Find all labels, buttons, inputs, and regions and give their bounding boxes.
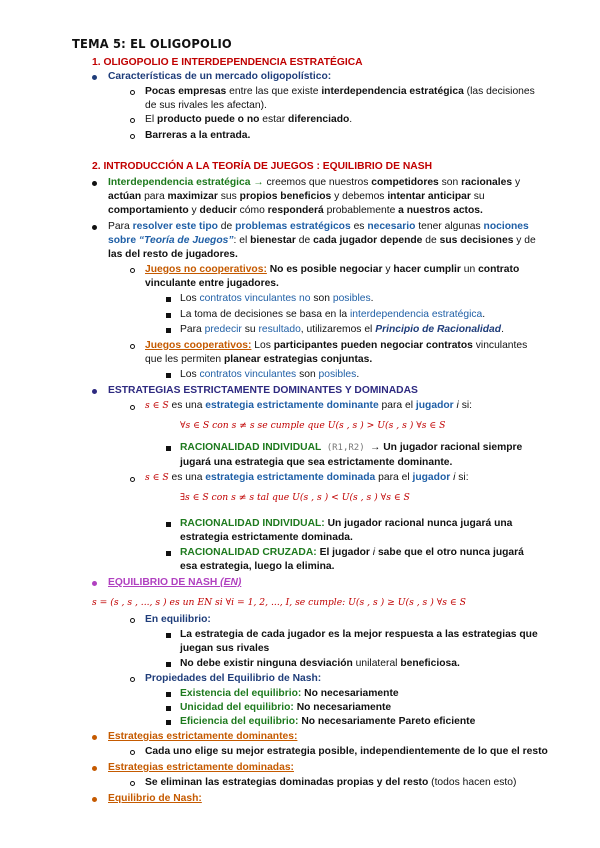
text-span: RACIONALIDAD CRUZADA: (180, 547, 317, 558)
text-span: creemos que nuestros (263, 177, 372, 188)
square-bullet (166, 313, 171, 318)
circle-bullet (130, 344, 135, 349)
text-span: . (356, 369, 360, 380)
bullet-dot (92, 389, 97, 394)
rac-individual-1-cont: jugará una estrategia que sea estrictamente dominante. (180, 457, 453, 468)
prop-2 (180, 701, 391, 715)
math-expr: s ∈ S (145, 400, 169, 411)
text-span: propios beneficios (239, 191, 332, 202)
rac-individual-2 (180, 517, 512, 531)
text-span: Los (251, 340, 274, 351)
text-span: si: (458, 400, 472, 411)
text-span: i (453, 400, 459, 411)
square-bullet (166, 446, 171, 451)
square-bullet (166, 551, 171, 556)
nc-item-2 (180, 308, 485, 322)
text-span: , utilizaremos el (300, 324, 376, 335)
text-span: Para (108, 221, 133, 232)
text-span: jugador (412, 472, 451, 483)
text-span: racionales (461, 177, 513, 188)
text-span: contratos vinculantes (199, 369, 297, 380)
text-span: es una (168, 472, 206, 483)
nash-heading (108, 576, 241, 590)
bullet-dot (92, 581, 97, 586)
text-span: tener algunas (415, 221, 484, 232)
text-span: “Teoría de Juegos” (136, 235, 234, 246)
rac-individual-1 (180, 441, 522, 456)
text-span: No necesariamente (293, 702, 392, 713)
p2-line3: las del resto de jugadores. (108, 249, 238, 260)
text-span: . (501, 324, 504, 335)
nc-line1 (145, 263, 519, 277)
text-span: hacer cumplir (393, 264, 461, 275)
text-span: sus decisiones (439, 235, 514, 246)
text-span: diferenciado (288, 114, 350, 125)
text-span: producto puede o no (157, 114, 260, 125)
char-item-3: Barreras a la entrada. (145, 130, 251, 141)
text-span: posibles (332, 293, 371, 304)
circle-bullet (130, 90, 135, 95)
text-span: sabe que el otro nunca jugará (375, 547, 524, 558)
text-span: Eficiencia del equilibrio: (180, 716, 299, 727)
text-span: son (438, 177, 462, 188)
text-span: su (241, 324, 259, 335)
co-line2 (145, 353, 372, 367)
summary-dominantes: Estrategias estrictamente dominantes: (108, 731, 298, 742)
text-span: → (370, 442, 381, 453)
bullet-dot (92, 797, 97, 802)
char-item-2 (145, 113, 352, 127)
square-bullet (166, 373, 171, 378)
circle-bullet (130, 405, 135, 410)
text-span: para (141, 191, 168, 202)
dominated-def (145, 471, 469, 485)
text-span: RACIONALIDAD INDIVIDUAL: (180, 518, 325, 529)
text-span: de (217, 221, 236, 232)
text-span: Los (180, 369, 200, 380)
text-span: : el (233, 235, 251, 246)
math-expr: s ∈ S (145, 472, 169, 483)
text-span: sobre (108, 235, 137, 246)
eq-item-2 (180, 657, 460, 671)
text-span: son (296, 369, 319, 380)
text-span: entre las que existe (226, 86, 322, 97)
summary-dominantes-item: Cada uno elige su mejor estrategia posible, independientemente de lo que el resto (145, 746, 548, 757)
text-span: bienestar (250, 235, 296, 246)
text-span: para el (375, 472, 413, 483)
text-span: Para (180, 324, 205, 335)
text-span: El (145, 114, 158, 125)
text-span: y (188, 205, 200, 216)
text-span: interdependencia estratégica (321, 86, 464, 97)
text-span: Principio de Racionalidad (375, 324, 502, 335)
circle-bullet (130, 618, 135, 623)
text-span: contratos vinculantes no (199, 293, 311, 304)
text-span: No necesariamente (301, 688, 399, 699)
square-bullet (166, 297, 171, 302)
text-span: interdependencia estratégica (350, 309, 483, 320)
square-bullet (166, 706, 171, 711)
text-span: RACIONALIDAD INDIVIDUAL (180, 442, 322, 453)
rac-individual-2-cont: estrategia estrictamente dominada. (180, 532, 353, 543)
eq-label: En equilibrio: (145, 614, 211, 625)
text-span: que les permiten (145, 354, 224, 365)
formula-dominant: ∀s ∈ S con s ≠ s se cumple que U(s , s ) > U(s , s ) ∀s ∈ S (180, 420, 446, 431)
text-span: estar (259, 114, 289, 125)
text-span: Pocas empresas (145, 86, 227, 97)
text-span: El jugador (316, 547, 373, 558)
text-span: para el (378, 400, 416, 411)
text-span: Un jugador racional nunca jugará una (324, 518, 513, 529)
p1-line1 (108, 176, 520, 190)
text-span: necesario (367, 221, 416, 232)
text-span: participantes pueden negociar contratos (273, 340, 473, 351)
text-span: existir ninguna desviación (223, 658, 353, 669)
text-span: probablemente (323, 205, 399, 216)
text-span: beneficiosa. (400, 658, 460, 669)
text-span: estrategia estrictamente dominante (205, 400, 379, 411)
text-span: es (350, 221, 368, 232)
bullet-dot (92, 766, 97, 771)
text-span: un (460, 264, 479, 275)
text-span: y de (513, 235, 536, 246)
summary-nash: Equilibrio de Nash: (108, 793, 202, 804)
text-span: (EN) (220, 577, 242, 588)
bullet-dot (92, 181, 97, 186)
text-span: nociones (483, 221, 529, 232)
text-span: y (382, 264, 394, 275)
text-span: planear estrategias conjuntas. (224, 354, 373, 365)
text-span: (R1,R2) (321, 443, 371, 453)
text-span: Un jugador racional siempre (380, 442, 523, 453)
text-span: . (482, 309, 486, 320)
text-span: estrategia estrictamente dominada (205, 472, 376, 483)
rac-cruzada (180, 546, 524, 560)
text-span: si: (455, 472, 469, 483)
text-span: vinculantes (472, 340, 528, 351)
text-span: (todos hacen esto) (428, 777, 517, 788)
p1-line3 (108, 204, 483, 218)
square-bullet (166, 328, 171, 333)
circle-bullet (130, 750, 135, 755)
text-span: comportamiento (108, 205, 189, 216)
section-2-heading: 2. INTRODUCCIÓN A LA TEORÍA DE JUEGOS : EQUILIBRIO DE NASH (92, 161, 433, 172)
prop-1 (180, 687, 399, 701)
text-span: Interdependencia estratégica → (108, 177, 264, 188)
eq-item-1-cont: juegan sus rivales (180, 643, 270, 654)
char-item-1 (145, 85, 535, 99)
text-span: sus (217, 191, 240, 202)
text-span: Se eliminan las estrategias dominadas propias y del resto (145, 777, 429, 788)
text-span: EQUILIBRIO DE NASH (108, 577, 221, 588)
char-item-1-cont: de sus rivales les afectan). (145, 100, 267, 111)
text-span: Unicidad del equilibrio: (180, 702, 294, 713)
text-span: a nuestros actos. (398, 205, 483, 216)
text-span: Juegos cooperativos: (145, 340, 252, 351)
text-span: i (372, 547, 376, 558)
text-span: de (295, 235, 314, 246)
rac-cruzada-cont: esa estrategia, luego la elimina. (180, 561, 335, 572)
text-span: Existencia del equilibrio: (180, 688, 302, 699)
text-span: cómo (236, 205, 268, 216)
text-span: Juegos no cooperativos: (145, 264, 267, 275)
text-span: (las decisiones (463, 86, 535, 97)
nash-formula: s = (s , s , ..., s ) es un EN si ∀i = 1, 2, ..., I, se cumple: U(s , s ) ≥ U(s , s ) ∀s ∈ S (92, 597, 466, 608)
text-span: es una (168, 400, 206, 411)
circle-bullet (130, 781, 135, 786)
text-span: intentar anticipar (387, 191, 471, 202)
text-span: competidores (371, 177, 439, 188)
nc-item-3 (180, 323, 504, 337)
text-span: Los (180, 293, 200, 304)
circle-bullet (130, 118, 135, 123)
p2-line1 (108, 220, 529, 234)
text-span: maximizar (167, 191, 218, 202)
text-span: problemas estratégicos (235, 221, 351, 232)
formula-dominated: ∃s ∈ S con s ≠ s tal que U(s , s ) < U(s , s ) ∀s ∈ S (180, 492, 410, 503)
text-span: i (450, 472, 456, 483)
text-span: responderá (267, 205, 324, 216)
text-span: son (310, 293, 333, 304)
nc-line2: vinculante entre jugadores. (145, 278, 279, 289)
circle-bullet (130, 268, 135, 273)
text-span: La toma de decisiones se basa en la (180, 309, 351, 320)
text-span: . (349, 114, 353, 125)
text-span: actúan (108, 191, 142, 202)
dominant-def (145, 399, 472, 413)
co-line1 (145, 339, 527, 353)
text-span: . (370, 293, 374, 304)
props-label: Propiedades del Equilibrio de Nash: (145, 673, 322, 684)
text-span: cada jugador (313, 235, 378, 246)
text-span: y (512, 177, 521, 188)
circle-bullet (130, 134, 135, 139)
square-bullet (166, 692, 171, 697)
text-span: No es posible negociar (266, 264, 383, 275)
text-span: No necesariamente Pareto eficiente (298, 716, 476, 727)
text-span: posibles (318, 369, 357, 380)
summary-dominadas: Estrategias estrictamente dominadas: (108, 762, 294, 773)
text-span: de (422, 235, 440, 246)
square-bullet (166, 633, 171, 638)
text-span: jugador (415, 400, 454, 411)
text-span: contrato (478, 264, 520, 275)
text-span: deducir (199, 205, 237, 216)
prop-3 (180, 715, 475, 729)
nc-item-1 (180, 292, 374, 306)
section-3-heading: ESTRATEGIAS ESTRICTAMENTE DOMINANTES Y DOMINADAS (108, 385, 418, 396)
bullet-dot (92, 225, 97, 230)
circle-bullet (130, 677, 135, 682)
square-bullet (166, 720, 171, 725)
co-item-1 (180, 368, 359, 382)
section-1-heading: 1. OLIGOPOLIO E INTERDEPENDENCIA ESTRATÉGICA (92, 57, 363, 68)
circle-bullet (130, 477, 135, 482)
text-span: No debe (180, 658, 224, 669)
page-title: TEMA 5: EL OLIGOPOLIO (72, 36, 232, 51)
text-span: unilateral (352, 658, 401, 669)
bullet-dot (92, 735, 97, 740)
char-title: Características de un mercado oligopolístico: (108, 71, 332, 82)
eq-item-1: La estrategia de cada jugador es la mejor respuesta a las estrategias que (180, 629, 538, 640)
square-bullet (166, 662, 171, 667)
summary-dominadas-item (145, 776, 516, 790)
p2-line2 (108, 234, 536, 248)
text-span: predecir (204, 324, 242, 335)
text-span: y debemos (331, 191, 388, 202)
text-span: resultado (258, 324, 301, 335)
p1-line2 (108, 190, 485, 204)
text-span: depende (377, 235, 423, 246)
text-span: su (470, 191, 485, 202)
bullet-dot (92, 75, 97, 80)
text-span: resolver este tipo (132, 221, 218, 232)
square-bullet (166, 522, 171, 527)
